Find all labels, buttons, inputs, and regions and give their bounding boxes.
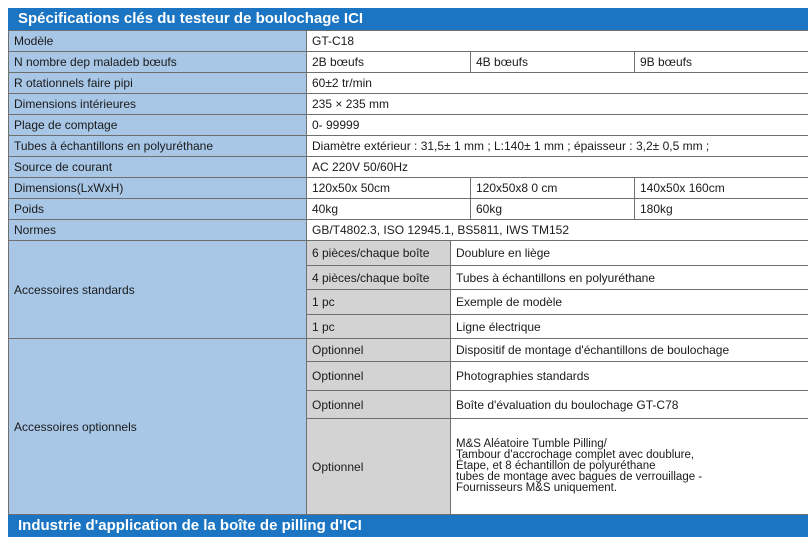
table-row — [9, 52, 808, 73]
speed-label: R otationnels faire pipi — [9, 73, 307, 94]
dimensions-value-2: 120x50x8 0 cm — [471, 178, 635, 199]
count-range-label: Plage de comptage — [9, 115, 307, 136]
standard-desc: Exemple de modèle — [451, 290, 808, 315]
desc-line: M&S Aléatoire Tumble Pilling/ — [456, 439, 803, 450]
tubes-label: Tubes à échantillons en polyuréthane — [9, 136, 307, 157]
standard-qty: 4 pièces/chaque boîte — [307, 266, 451, 290]
optional-qty: Optionnel — [307, 339, 451, 362]
table-row — [9, 73, 808, 94]
standard-qty: 1 pc — [307, 290, 451, 315]
table-row — [9, 31, 808, 52]
standard-qty: 6 pièces/chaque boîte — [307, 241, 451, 266]
table-row — [9, 178, 808, 199]
desc-line: Étape, et 8 échantillon de polyuréthane — [456, 461, 803, 472]
table-row — [9, 220, 808, 241]
application-industry-banner: Industrie d'application de la boîte de pilling d'ICI — [8, 515, 808, 537]
norms-label: Normes — [9, 220, 307, 241]
optional-desc: Photographies standards — [451, 362, 808, 391]
table-row — [9, 115, 808, 136]
standard-accessories-label: Accessoires standards — [9, 241, 307, 339]
dimensions-value-3: 140x50x 160cm — [635, 178, 808, 199]
spec-table — [8, 30, 808, 241]
desc-line: Tambour d'accrochage complet avec doublure, — [456, 450, 803, 461]
optional-accessories-label: Accessoires optionnels — [9, 339, 307, 515]
table-row — [9, 157, 808, 178]
optional-desc: Boîte d'évaluation du boulochage GT-C78 — [451, 391, 808, 419]
table-row — [9, 136, 808, 157]
standard-desc: Doublure en liège — [451, 241, 808, 266]
table-row — [9, 241, 808, 266]
boxes-value-2: 4B bœufs — [471, 52, 635, 73]
dimensions-value-1: 120x50x 50cm — [307, 178, 471, 199]
inner-dims-label: Dimensions intérieures — [9, 94, 307, 115]
desc-line: Fournisseurs M&S uniquement. — [456, 483, 803, 494]
spec-title-banner: Spécifications clés du testeur de boulochage ICI — [8, 8, 808, 30]
weight-value-1: 40kg — [307, 199, 471, 220]
speed-value: 60±2 tr/min — [307, 73, 808, 94]
tubes-value: Diamètre extérieur : 31,5± 1 mm ; L:140± 1 mm ; épaisseur : 3,2± 0,5 mm ; — [307, 136, 808, 157]
table-row — [9, 339, 808, 362]
optional-qty: Optionnel — [307, 419, 451, 515]
optional-qty: Optionnel — [307, 391, 451, 419]
desc-line: tubes de montage avec bagues de verrouillage - — [456, 472, 803, 483]
standard-desc: Ligne électrique — [451, 315, 808, 339]
table-row — [9, 94, 808, 115]
norms-value: GB/T4802.3, ISO 12945.1, BS5811, IWS TM152 — [307, 220, 808, 241]
count-range-value: 0- 99999 — [307, 115, 808, 136]
table-row — [9, 199, 808, 220]
power-label: Source de courant — [9, 157, 307, 178]
power-value: AC 220V 50/60Hz — [307, 157, 808, 178]
optional-desc-multiline — [451, 419, 808, 515]
weight-label: Poids — [9, 199, 307, 220]
model-label: Modèle — [9, 31, 307, 52]
optional-desc: Dispositif de montage d'échantillons de boulochage — [451, 339, 808, 362]
boxes-value-1: 2B bœufs — [307, 52, 471, 73]
inner-dims-value: 235 × 235 mm — [307, 94, 808, 115]
accessories-table — [8, 240, 808, 515]
boxes-value-3: 9B bœufs — [635, 52, 808, 73]
standard-desc: Tubes à échantillons en polyuréthane — [451, 266, 808, 290]
optional-qty: Optionnel — [307, 362, 451, 391]
model-value: GT-C18 — [307, 31, 808, 52]
boxes-label: N nombre dep maladeb bœufs — [9, 52, 307, 73]
weight-value-2: 60kg — [471, 199, 635, 220]
dimensions-label: Dimensions(LxWxH) — [9, 178, 307, 199]
standard-qty: 1 pc — [307, 315, 451, 339]
weight-value-3: 180kg — [635, 199, 808, 220]
